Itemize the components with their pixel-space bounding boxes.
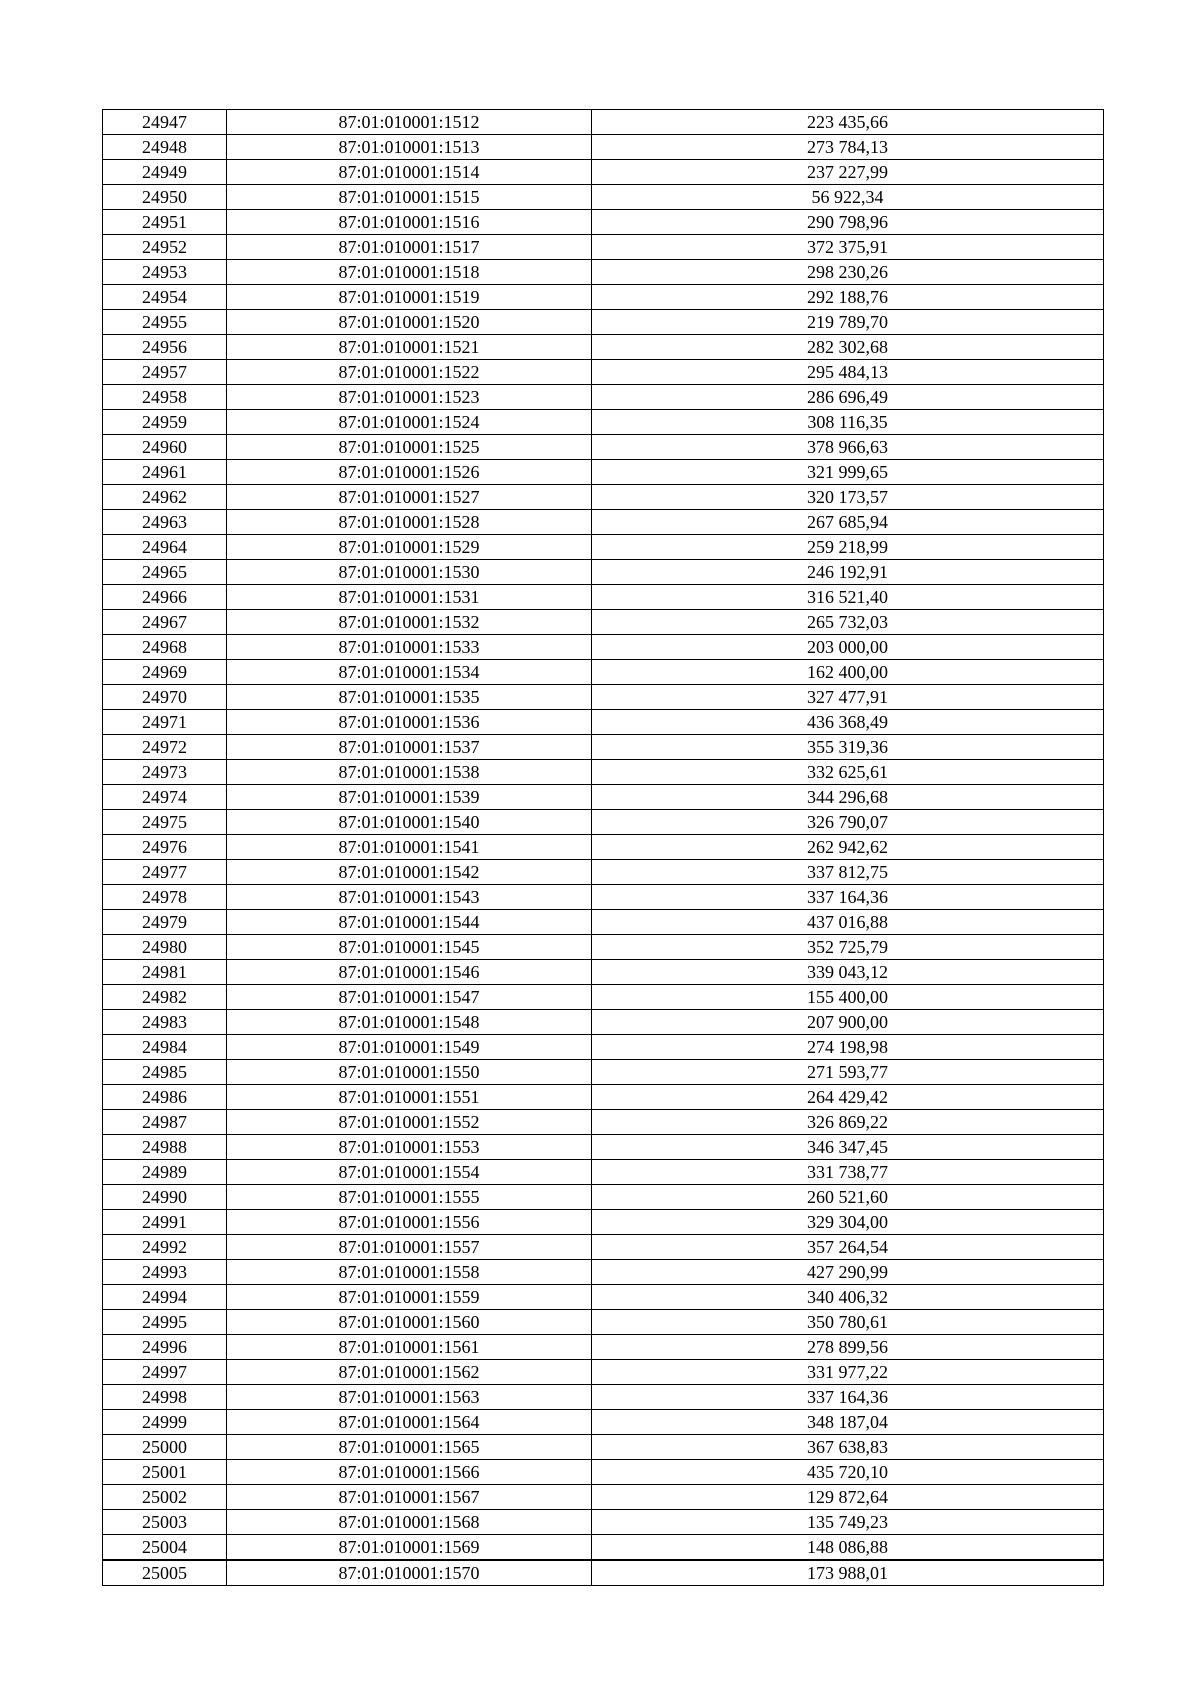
cadastral-value-cell: 173 988,01 [592, 1560, 1104, 1586]
cadastral-number-cell: 87:01:010001:1555 [227, 1185, 592, 1210]
cadastral-value-cell: 344 296,68 [592, 785, 1104, 810]
cadastral-number-cell: 87:01:010001:1531 [227, 585, 592, 610]
table-row [103, 460, 1104, 485]
table-row [103, 1060, 1104, 1085]
row-number-cell: 25004 [103, 1535, 227, 1561]
row-number-cell: 24959 [103, 410, 227, 435]
cadastral-number-cell: 87:01:010001:1520 [227, 310, 592, 335]
row-number-cell: 24951 [103, 210, 227, 235]
table-row [103, 1560, 1104, 1586]
cadastral-number-cell: 87:01:010001:1553 [227, 1135, 592, 1160]
cadastral-value-cell: 267 685,94 [592, 510, 1104, 535]
table-row [103, 1110, 1104, 1135]
row-number-cell: 24998 [103, 1385, 227, 1410]
cadastral-value-cell: 219 789,70 [592, 310, 1104, 335]
cadastral-number-cell: 87:01:010001:1562 [227, 1360, 592, 1385]
cadastral-number-cell: 87:01:010001:1517 [227, 235, 592, 260]
table-row [103, 585, 1104, 610]
cadastral-value-cell: 331 738,77 [592, 1160, 1104, 1185]
cadastral-value-cell: 148 086,88 [592, 1535, 1104, 1561]
cadastral-number-cell: 87:01:010001:1561 [227, 1335, 592, 1360]
cadastral-value-cell: 321 999,65 [592, 460, 1104, 485]
row-number-cell: 24961 [103, 460, 227, 485]
cadastral-number-cell: 87:01:010001:1512 [227, 110, 592, 135]
cadastral-value-cell: 340 406,32 [592, 1285, 1104, 1310]
table-row [103, 310, 1104, 335]
row-number-cell: 24986 [103, 1085, 227, 1110]
cadastral-value-cell: 337 164,36 [592, 885, 1104, 910]
cadastral-number-cell: 87:01:010001:1551 [227, 1085, 592, 1110]
cadastral-value-cell: 282 302,68 [592, 335, 1104, 360]
table-row [103, 960, 1104, 985]
row-number-cell: 24978 [103, 885, 227, 910]
row-number-cell: 24955 [103, 310, 227, 335]
cadastral-value-cell: 357 264,54 [592, 1235, 1104, 1260]
row-number-cell: 24994 [103, 1285, 227, 1310]
row-number-cell: 25000 [103, 1435, 227, 1460]
cadastral-number-cell: 87:01:010001:1556 [227, 1210, 592, 1235]
table-row [103, 360, 1104, 385]
cadastral-number-cell: 87:01:010001:1544 [227, 910, 592, 935]
cadastral-value-cell: 273 784,13 [592, 135, 1104, 160]
row-number-cell: 24958 [103, 385, 227, 410]
cadastral-number-cell: 87:01:010001:1522 [227, 360, 592, 385]
row-number-cell: 24956 [103, 335, 227, 360]
row-number-cell: 24950 [103, 185, 227, 210]
row-number-cell: 24970 [103, 685, 227, 710]
row-number-cell: 24964 [103, 535, 227, 560]
cadastral-value-cell: 264 429,42 [592, 1085, 1104, 1110]
row-number-cell: 24984 [103, 1035, 227, 1060]
table-row [103, 1210, 1104, 1235]
cadastral-number-cell: 87:01:010001:1540 [227, 810, 592, 835]
cadastral-number-cell: 87:01:010001:1542 [227, 860, 592, 885]
cadastral-number-cell: 87:01:010001:1526 [227, 460, 592, 485]
cadastral-value-cell: 337 164,36 [592, 1385, 1104, 1410]
cadastral-value-cell: 337 812,75 [592, 860, 1104, 885]
table-row [103, 935, 1104, 960]
table-row [103, 1260, 1104, 1285]
table-row [103, 135, 1104, 160]
cadastral-value-cell: 286 696,49 [592, 385, 1104, 410]
cadastral-value-cell: 262 942,62 [592, 835, 1104, 860]
cadastral-value-cell: 56 922,34 [592, 185, 1104, 210]
row-number-cell: 24957 [103, 360, 227, 385]
row-number-cell: 24976 [103, 835, 227, 860]
cadastral-number-cell: 87:01:010001:1519 [227, 285, 592, 310]
cadastral-value-cell: 348 187,04 [592, 1410, 1104, 1435]
table-row [103, 510, 1104, 535]
cadastral-value-cell: 135 749,23 [592, 1510, 1104, 1535]
cadastral-number-cell: 87:01:010001:1567 [227, 1485, 592, 1510]
cadastral-number-cell: 87:01:010001:1534 [227, 660, 592, 685]
row-number-cell: 24980 [103, 935, 227, 960]
table-row [103, 1435, 1104, 1460]
table-row [103, 1135, 1104, 1160]
cadastral-value-cell: 436 368,49 [592, 710, 1104, 735]
cadastral-number-cell: 87:01:010001:1560 [227, 1310, 592, 1335]
row-number-cell: 24990 [103, 1185, 227, 1210]
table-row [103, 1360, 1104, 1385]
table-row [103, 160, 1104, 185]
row-number-cell: 24992 [103, 1235, 227, 1260]
row-number-cell: 24972 [103, 735, 227, 760]
cadastral-value-cell: 435 720,10 [592, 1460, 1104, 1485]
cadastral-number-cell: 87:01:010001:1525 [227, 435, 592, 460]
cadastral-number-cell: 87:01:010001:1541 [227, 835, 592, 860]
row-number-cell: 24993 [103, 1260, 227, 1285]
row-number-cell: 24979 [103, 910, 227, 935]
cadastral-number-cell: 87:01:010001:1515 [227, 185, 592, 210]
table-row [103, 110, 1104, 135]
row-number-cell: 24968 [103, 635, 227, 660]
table-row [103, 1185, 1104, 1210]
cadastral-number-cell: 87:01:010001:1564 [227, 1410, 592, 1435]
table-body [103, 110, 1104, 1586]
cadastral-value-cell: 203 000,00 [592, 635, 1104, 660]
cadastral-number-cell: 87:01:010001:1529 [227, 535, 592, 560]
row-number-cell: 25001 [103, 1460, 227, 1485]
cadastral-value-cell: 437 016,88 [592, 910, 1104, 935]
cadastral-number-cell: 87:01:010001:1559 [227, 1285, 592, 1310]
cadastral-number-cell: 87:01:010001:1530 [227, 560, 592, 585]
table-row [103, 560, 1104, 585]
table-row [103, 1085, 1104, 1110]
cadastral-value-cell: 332 625,61 [592, 760, 1104, 785]
cadastral-value-cell: 316 521,40 [592, 585, 1104, 610]
row-number-cell: 24966 [103, 585, 227, 610]
cadastral-number-cell: 87:01:010001:1550 [227, 1060, 592, 1085]
table-row [103, 1460, 1104, 1485]
row-number-cell: 24949 [103, 160, 227, 185]
row-number-cell: 24997 [103, 1360, 227, 1385]
cadastral-value-cell: 129 872,64 [592, 1485, 1104, 1510]
cadastral-number-cell: 87:01:010001:1536 [227, 710, 592, 735]
cadastral-number-cell: 87:01:010001:1565 [227, 1435, 592, 1460]
table-row [103, 685, 1104, 710]
table-row [103, 885, 1104, 910]
cadastral-number-cell: 87:01:010001:1539 [227, 785, 592, 810]
cadastral-value-cell: 274 198,98 [592, 1035, 1104, 1060]
cadastral-number-cell: 87:01:010001:1518 [227, 260, 592, 285]
cadastral-number-cell: 87:01:010001:1524 [227, 410, 592, 435]
table-row [103, 335, 1104, 360]
cadastral-number-cell: 87:01:010001:1537 [227, 735, 592, 760]
row-number-cell: 24960 [103, 435, 227, 460]
cadastral-value-cell: 427 290,99 [592, 1260, 1104, 1285]
cadastral-value-cell: 298 230,26 [592, 260, 1104, 285]
cadastral-number-cell: 87:01:010001:1563 [227, 1385, 592, 1410]
cadastral-value-cell: 352 725,79 [592, 935, 1104, 960]
cadastral-value-cell: 260 521,60 [592, 1185, 1104, 1210]
cadastral-value-cell: 237 227,99 [592, 160, 1104, 185]
table-row [103, 185, 1104, 210]
table-row [103, 985, 1104, 1010]
table-row [103, 385, 1104, 410]
row-number-cell: 24954 [103, 285, 227, 310]
cadastral-number-cell: 87:01:010001:1557 [227, 1235, 592, 1260]
row-number-cell: 24947 [103, 110, 227, 135]
cadastral-number-cell: 87:01:010001:1513 [227, 135, 592, 160]
table-row [103, 1035, 1104, 1060]
row-number-cell: 24977 [103, 860, 227, 885]
cadastral-value-cell: 320 173,57 [592, 485, 1104, 510]
row-number-cell: 24967 [103, 610, 227, 635]
table-row [103, 835, 1104, 860]
row-number-cell: 24953 [103, 260, 227, 285]
table-row [103, 910, 1104, 935]
cadastral-number-cell: 87:01:010001:1543 [227, 885, 592, 910]
table-row [103, 760, 1104, 785]
table-row [103, 1335, 1104, 1360]
cadastral-number-cell: 87:01:010001:1566 [227, 1460, 592, 1485]
cadastral-value-cell: 355 319,36 [592, 735, 1104, 760]
cadastral-value-cell: 372 375,91 [592, 235, 1104, 260]
cadastral-value-cell: 339 043,12 [592, 960, 1104, 985]
table-row [103, 1535, 1104, 1561]
table-row [103, 435, 1104, 460]
row-number-cell: 24991 [103, 1210, 227, 1235]
table-row [103, 1410, 1104, 1435]
table-row [103, 285, 1104, 310]
cadastral-value-cell: 295 484,13 [592, 360, 1104, 385]
table-row [103, 535, 1104, 560]
table-row [103, 1310, 1104, 1335]
row-number-cell: 24971 [103, 710, 227, 735]
row-number-cell: 25003 [103, 1510, 227, 1535]
cadastral-value-cell: 346 347,45 [592, 1135, 1104, 1160]
table-row [103, 1485, 1104, 1510]
cadastral-number-cell: 87:01:010001:1568 [227, 1510, 592, 1535]
row-number-cell: 24963 [103, 510, 227, 535]
row-number-cell: 24996 [103, 1335, 227, 1360]
cadastral-value-table [102, 109, 1104, 1586]
row-number-cell: 24965 [103, 560, 227, 585]
cadastral-number-cell: 87:01:010001:1521 [227, 335, 592, 360]
cadastral-number-cell: 87:01:010001:1547 [227, 985, 592, 1010]
table-row [103, 1010, 1104, 1035]
row-number-cell: 24969 [103, 660, 227, 685]
row-number-cell: 24999 [103, 1410, 227, 1435]
table-row [103, 485, 1104, 510]
cadastral-value-cell: 292 188,76 [592, 285, 1104, 310]
cadastral-number-cell: 87:01:010001:1523 [227, 385, 592, 410]
table-row [103, 1160, 1104, 1185]
cadastral-value-cell: 378 966,63 [592, 435, 1104, 460]
cadastral-value-cell: 308 116,35 [592, 410, 1104, 435]
table-row [103, 735, 1104, 760]
table-row [103, 1285, 1104, 1310]
cadastral-value-cell: 207 900,00 [592, 1010, 1104, 1035]
cadastral-number-cell: 87:01:010001:1516 [227, 210, 592, 235]
cadastral-value-cell: 278 899,56 [592, 1335, 1104, 1360]
cadastral-value-cell: 290 798,96 [592, 210, 1104, 235]
cadastral-number-cell: 87:01:010001:1548 [227, 1010, 592, 1035]
cadastral-number-cell: 87:01:010001:1533 [227, 635, 592, 660]
row-number-cell: 24995 [103, 1310, 227, 1335]
cadastral-number-cell: 87:01:010001:1570 [227, 1560, 592, 1586]
table-row [103, 260, 1104, 285]
cadastral-number-cell: 87:01:010001:1514 [227, 160, 592, 185]
row-number-cell: 24985 [103, 1060, 227, 1085]
cadastral-value-cell: 246 192,91 [592, 560, 1104, 585]
cadastral-value-cell: 271 593,77 [592, 1060, 1104, 1085]
table-row [103, 1235, 1104, 1260]
table-row [103, 410, 1104, 435]
table-row [103, 235, 1104, 260]
cadastral-number-cell: 87:01:010001:1549 [227, 1035, 592, 1060]
row-number-cell: 24987 [103, 1110, 227, 1135]
cadastral-value-cell: 326 790,07 [592, 810, 1104, 835]
row-number-cell: 24982 [103, 985, 227, 1010]
cadastral-value-cell: 329 304,00 [592, 1210, 1104, 1235]
row-number-cell: 24974 [103, 785, 227, 810]
row-number-cell: 24988 [103, 1135, 227, 1160]
table-row [103, 810, 1104, 835]
table-row [103, 860, 1104, 885]
cadastral-value-cell: 155 400,00 [592, 985, 1104, 1010]
table-row [103, 1385, 1104, 1410]
cadastral-number-cell: 87:01:010001:1546 [227, 960, 592, 985]
table-row [103, 710, 1104, 735]
table-row [103, 635, 1104, 660]
cadastral-value-cell: 162 400,00 [592, 660, 1104, 685]
cadastral-value-cell: 350 780,61 [592, 1310, 1104, 1335]
cadastral-number-cell: 87:01:010001:1569 [227, 1535, 592, 1561]
row-number-cell: 24975 [103, 810, 227, 835]
cadastral-number-cell: 87:01:010001:1538 [227, 760, 592, 785]
cadastral-number-cell: 87:01:010001:1554 [227, 1160, 592, 1185]
table-row [103, 210, 1104, 235]
cadastral-number-cell: 87:01:010001:1552 [227, 1110, 592, 1135]
cadastral-number-cell: 87:01:010001:1532 [227, 610, 592, 635]
cadastral-number-cell: 87:01:010001:1535 [227, 685, 592, 710]
cadastral-value-cell: 223 435,66 [592, 110, 1104, 135]
table-row [103, 660, 1104, 685]
cadastral-number-cell: 87:01:010001:1558 [227, 1260, 592, 1285]
row-number-cell: 24952 [103, 235, 227, 260]
row-number-cell: 24948 [103, 135, 227, 160]
cadastral-value-cell: 327 477,91 [592, 685, 1104, 710]
row-number-cell: 24973 [103, 760, 227, 785]
table-row [103, 610, 1104, 635]
row-number-cell: 25005 [103, 1560, 227, 1586]
cadastral-value-cell: 367 638,83 [592, 1435, 1104, 1460]
row-number-cell: 24962 [103, 485, 227, 510]
row-number-cell: 24989 [103, 1160, 227, 1185]
row-number-cell: 24983 [103, 1010, 227, 1035]
cadastral-number-cell: 87:01:010001:1528 [227, 510, 592, 535]
cadastral-value-cell: 326 869,22 [592, 1110, 1104, 1135]
cadastral-value-cell: 259 218,99 [592, 535, 1104, 560]
cadastral-number-cell: 87:01:010001:1545 [227, 935, 592, 960]
row-number-cell: 25002 [103, 1485, 227, 1510]
table-row [103, 1510, 1104, 1535]
cadastral-value-cell: 265 732,03 [592, 610, 1104, 635]
cadastral-value-cell: 331 977,22 [592, 1360, 1104, 1385]
row-number-cell: 24981 [103, 960, 227, 985]
table-row [103, 785, 1104, 810]
cadastral-number-cell: 87:01:010001:1527 [227, 485, 592, 510]
